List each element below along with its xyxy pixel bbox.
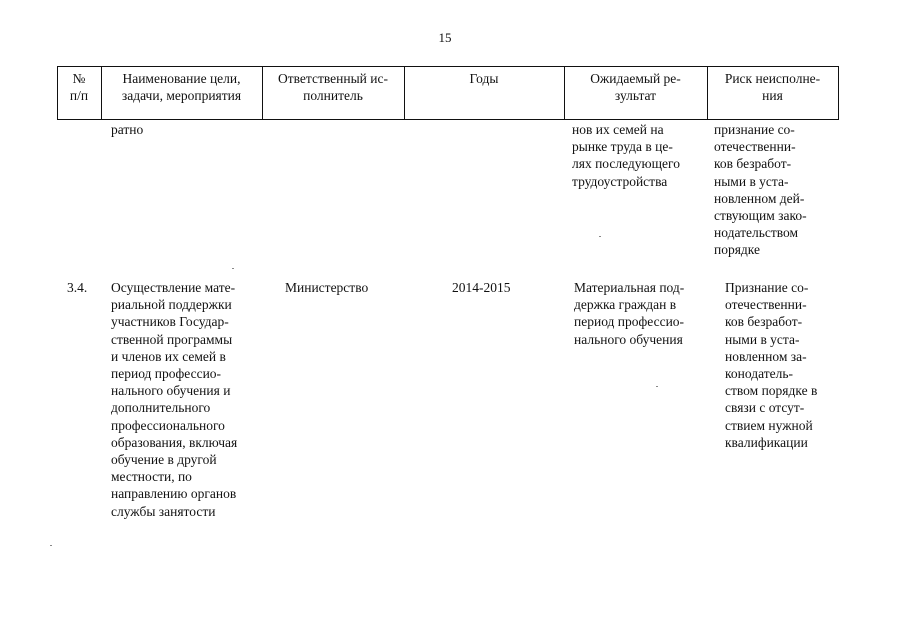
- header-responsible: Ответственный ис- полнитель: [277, 71, 388, 103]
- header-result: Ожидаемый ре- зультат: [590, 71, 681, 103]
- header-num: № п/п: [69, 71, 89, 103]
- column-divider: [838, 66, 839, 120]
- row-name: Осуществление мате- риальной поддержки участников Государ- ственной программы и членов их семей в период профессио- нального обучения и дополнительного профессионального образования, включая обучение в другой местности, по направлению органов службы занятости: [111, 280, 238, 519]
- scan-speck: [656, 386, 658, 387]
- row-responsible: Министерство: [285, 280, 369, 295]
- continuation-name: ратно: [111, 122, 144, 137]
- header-name: Наименование цели, задачи, мероприятия: [121, 71, 242, 103]
- row-years: 2014-2015: [452, 280, 511, 295]
- continuation-risk: признание со- отечественни- ков безработ- ными в уста- новленном дей- ствующим зако- нодательством порядке: [714, 122, 807, 258]
- header-risk: Риск неисполне- ния: [724, 71, 821, 103]
- header-years: Годы: [469, 71, 499, 86]
- row-result: Материальная под- держка граждан в период профессио- нального обучения: [574, 280, 685, 347]
- scan-speck: [50, 545, 52, 546]
- page-number: 15: [438, 30, 452, 45]
- scan-speck: [232, 268, 234, 269]
- continuation-result: нов их семей на рынке труда в це- лях последующего трудоустройства: [572, 122, 680, 189]
- row-number: 3.4.: [67, 280, 88, 295]
- scan-speck: [599, 236, 601, 237]
- row-risk: Признание со- отечественни- ков безработ- ными в уста- новленном за- конодатель- ством порядке в связи с отсут- ствием нужной квалификации: [725, 280, 818, 450]
